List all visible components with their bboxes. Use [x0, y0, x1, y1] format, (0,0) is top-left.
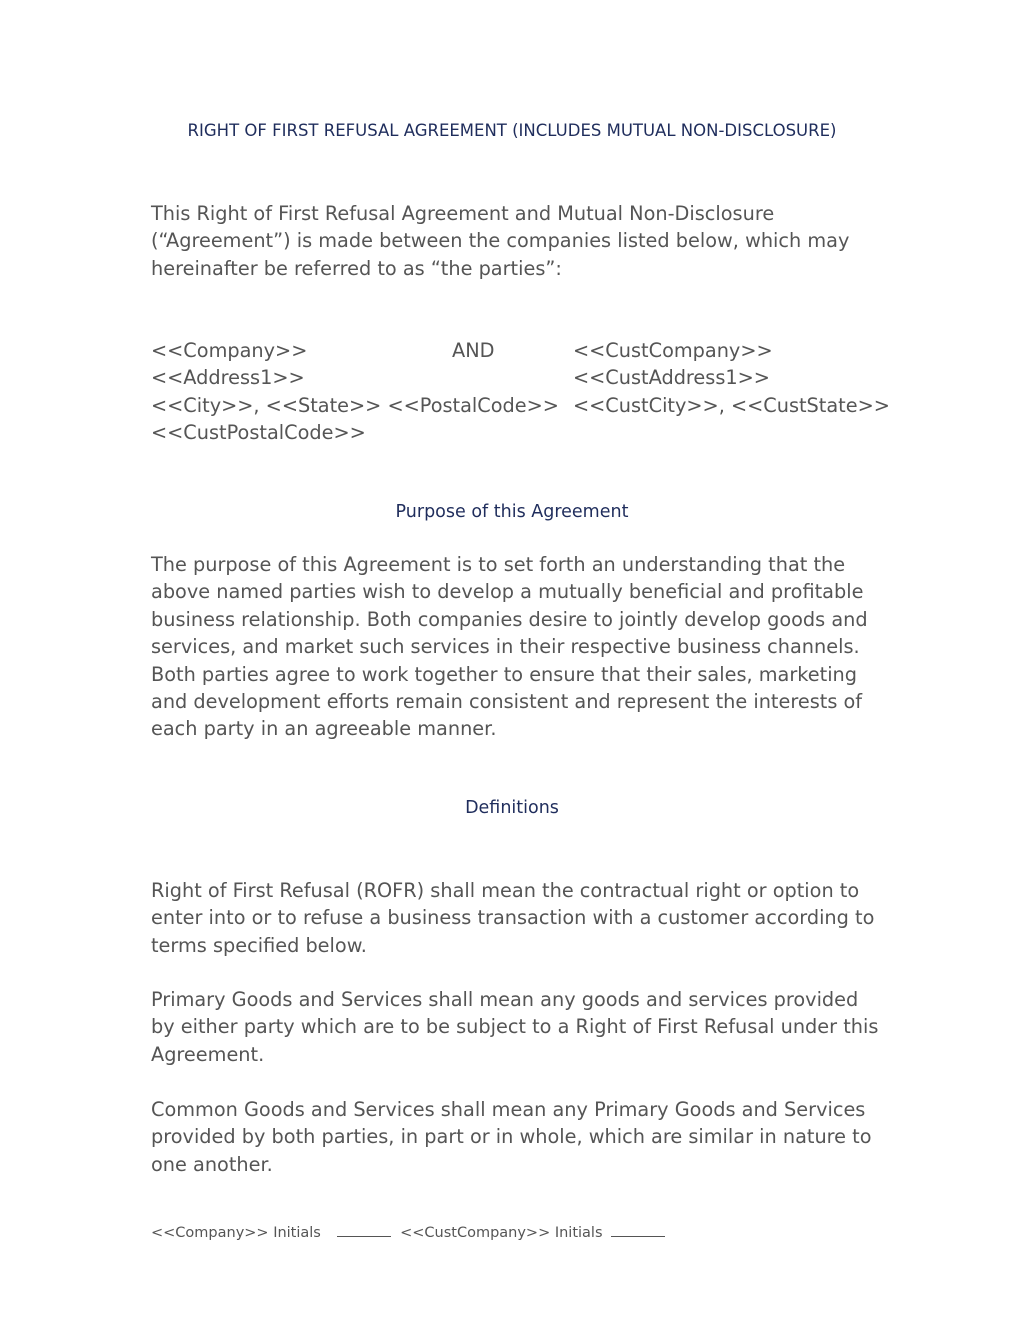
company-name: <<Company>>	[151, 339, 308, 362]
cust-company-city-state: <<CustCity>>, <<CustState>>	[573, 394, 890, 417]
definition-primary-goods: Primary Goods and Services shall mean any goods and services provided by either party which are to be subject to a Right of First Refusal under this Agreement.	[151, 988, 879, 1066]
company-initials-label: <<Company>> Initials	[151, 1225, 321, 1241]
definitions-heading: Definitions	[465, 798, 559, 818]
cust-company-initials-label: <<CustCompany>> Initials	[400, 1225, 603, 1241]
purpose-paragraph: The purpose of this Agreement is to set forth an understanding that the above named parties wish to develop a mutually beneficial and profitable business relationship. Both companies desire to jointly develop goods and services, and market such services in their respective business channels. Both parties agree to work together to ensure that their sales, marketing and development efforts remain consistent and represent the interests of each party in an agreeable manner.	[151, 553, 868, 741]
initials-footer	[151, 1224, 669, 1241]
company-initials-line	[337, 1224, 391, 1237]
definition-rofr: Right of First Refusal (ROFR) shall mean the contractual right or option to enter into or to refuse a business transaction with a customer according to terms specified below.	[151, 879, 875, 957]
purpose-heading: Purpose of this Agreement	[395, 502, 629, 522]
definition-common-goods: Common Goods and Services shall mean any Primary Goods and Services provided by both parties, in part or in whole, which are similar in nature to one another.	[151, 1098, 872, 1176]
cust-company-initials-line	[611, 1224, 665, 1237]
cust-postal-code: <<CustPostalCode>>	[151, 421, 366, 444]
document-title: RIGHT OF FIRST REFUSAL AGREEMENT (INCLUDES MUTUAL NON-DISCLOSURE)	[187, 121, 837, 140]
intro-paragraph: This Right of First Refusal Agreement and Mutual Non-Disclosure (“Agreement”) is made between the companies listed below, which may hereinafter be referred to as “the parties”:	[151, 202, 850, 280]
company-address: <<Address1>>	[151, 366, 305, 389]
and-label: AND	[452, 339, 495, 362]
cust-company-name: <<CustCompany>>	[573, 339, 773, 362]
cust-company-address: <<CustAddress1>>	[573, 366, 770, 389]
company-city-state-postal: <<City>>, <<State>> <<PostalCode>>	[151, 394, 559, 417]
